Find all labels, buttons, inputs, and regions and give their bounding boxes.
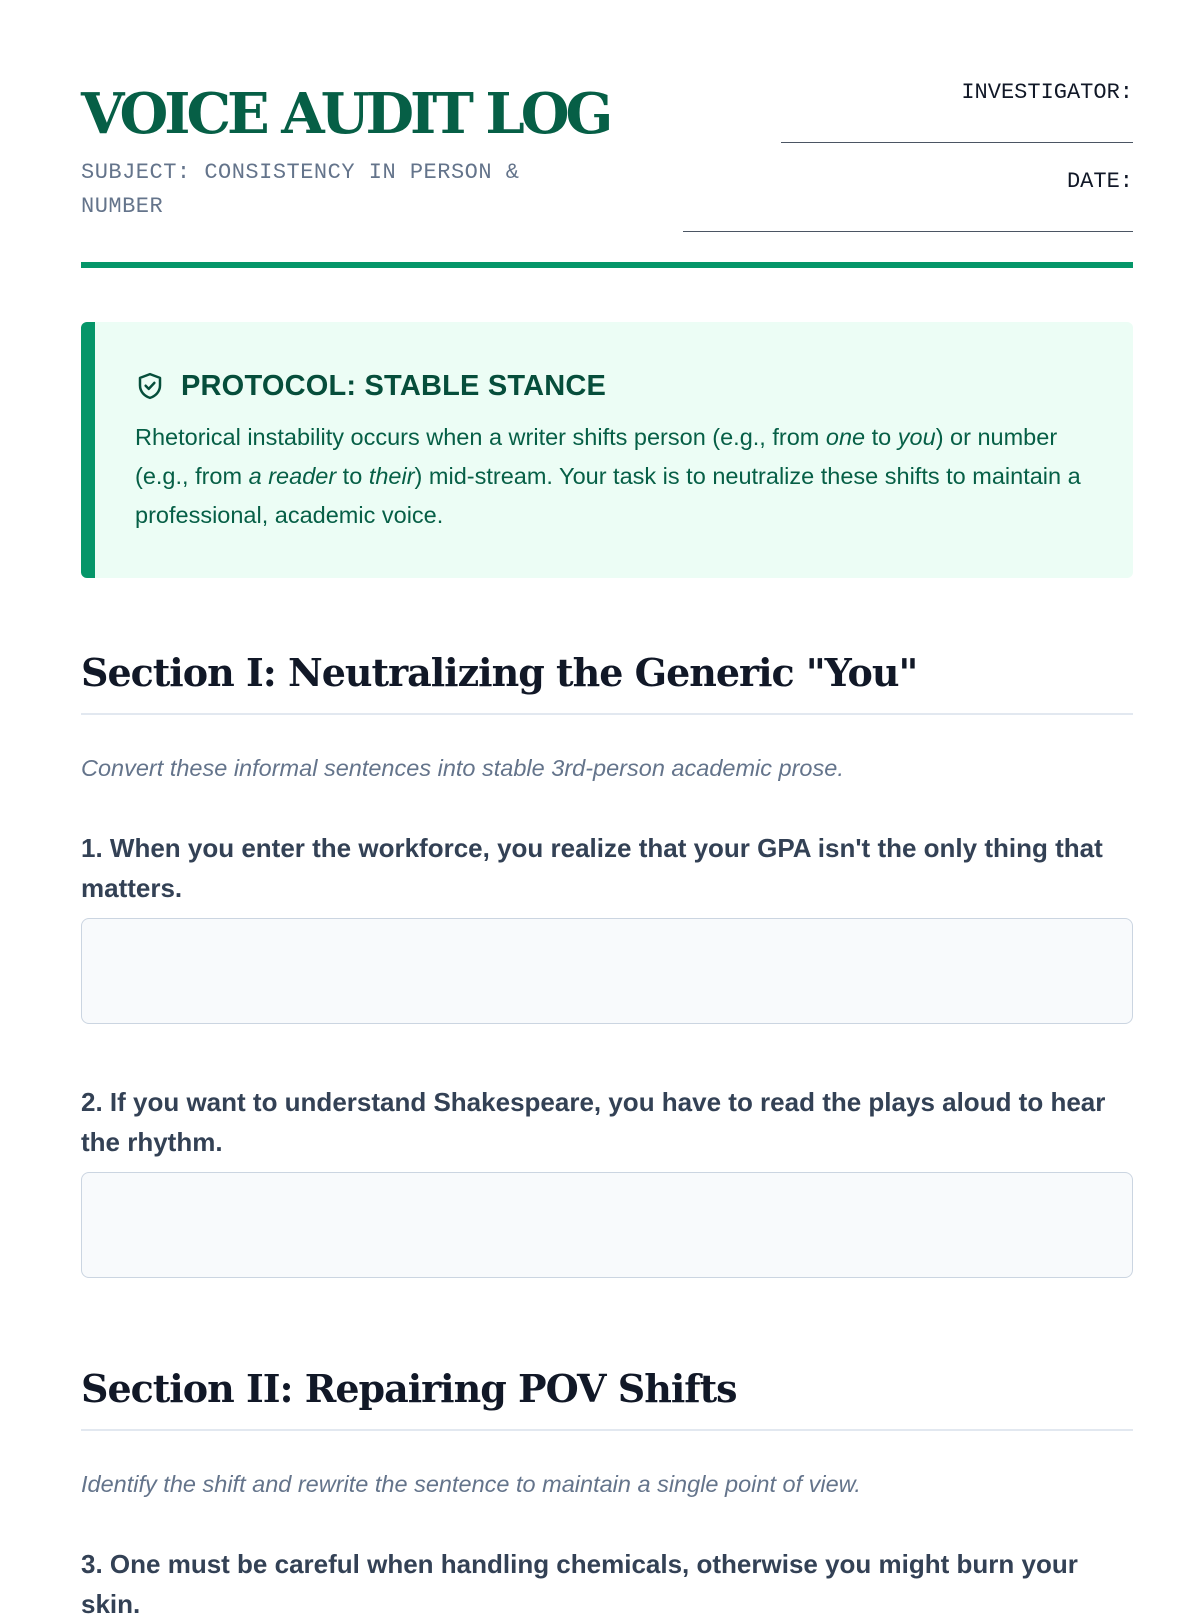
section-2-divider bbox=[81, 1429, 1133, 1431]
date-label: DATE: bbox=[1066, 169, 1133, 194]
header-divider bbox=[81, 262, 1133, 268]
section-2-instruction: Identify the shift and rewrite the sentence to maintain a single point of view. bbox=[81, 1471, 861, 1497]
protocol-heading bbox=[135, 366, 1093, 406]
protocol-description: Rhetorical instability occurs when a writer shifts person (e.g., from one to you) or number (e.g., from a reader to their) mid-stream. Your task is to neutralize these shifts to maintain a professional, academic voice. bbox=[135, 424, 1081, 528]
meta-fields bbox=[683, 80, 1133, 258]
subject-line: SUBJECT: CONSISTENCY IN PERSON & NUMBER bbox=[81, 160, 520, 219]
investigator-label: INVESTIGATOR: bbox=[961, 80, 1133, 105]
worksheet-page bbox=[81, 0, 1133, 1619]
shield-check-icon bbox=[135, 371, 165, 401]
protocol-title: PROTOCOL: STABLE STANCE bbox=[181, 369, 607, 402]
question-1: 1. When you enter the workforce, you realize that your GPA isn't the only thing that matters. bbox=[81, 833, 1103, 903]
question-3: 3. One must be careful when handling chemicals, otherwise you might burn your skin. bbox=[81, 1549, 1078, 1619]
answer-box-2[interactable] bbox=[81, 1172, 1133, 1278]
section-1-title: Section I: Neutralizing the Generic "You" bbox=[81, 650, 918, 695]
protocol-callout bbox=[81, 322, 1133, 578]
page-title: VOICE AUDIT LOG bbox=[81, 81, 610, 147]
investigator-field[interactable] bbox=[781, 122, 1133, 143]
date-field[interactable] bbox=[683, 211, 1133, 232]
answer-box-1[interactable] bbox=[81, 918, 1133, 1024]
section-2-title: Section II: Repairing POV Shifts bbox=[81, 1366, 737, 1411]
worksheet-header bbox=[81, 0, 1133, 270]
question-2: 2. If you want to understand Shakespeare, you have to read the plays aloud to hear the rhythm. bbox=[81, 1087, 1106, 1157]
section-1-instruction: Convert these informal sentences into stable 3rd-person academic prose. bbox=[81, 755, 844, 781]
section-1-divider bbox=[81, 713, 1133, 715]
